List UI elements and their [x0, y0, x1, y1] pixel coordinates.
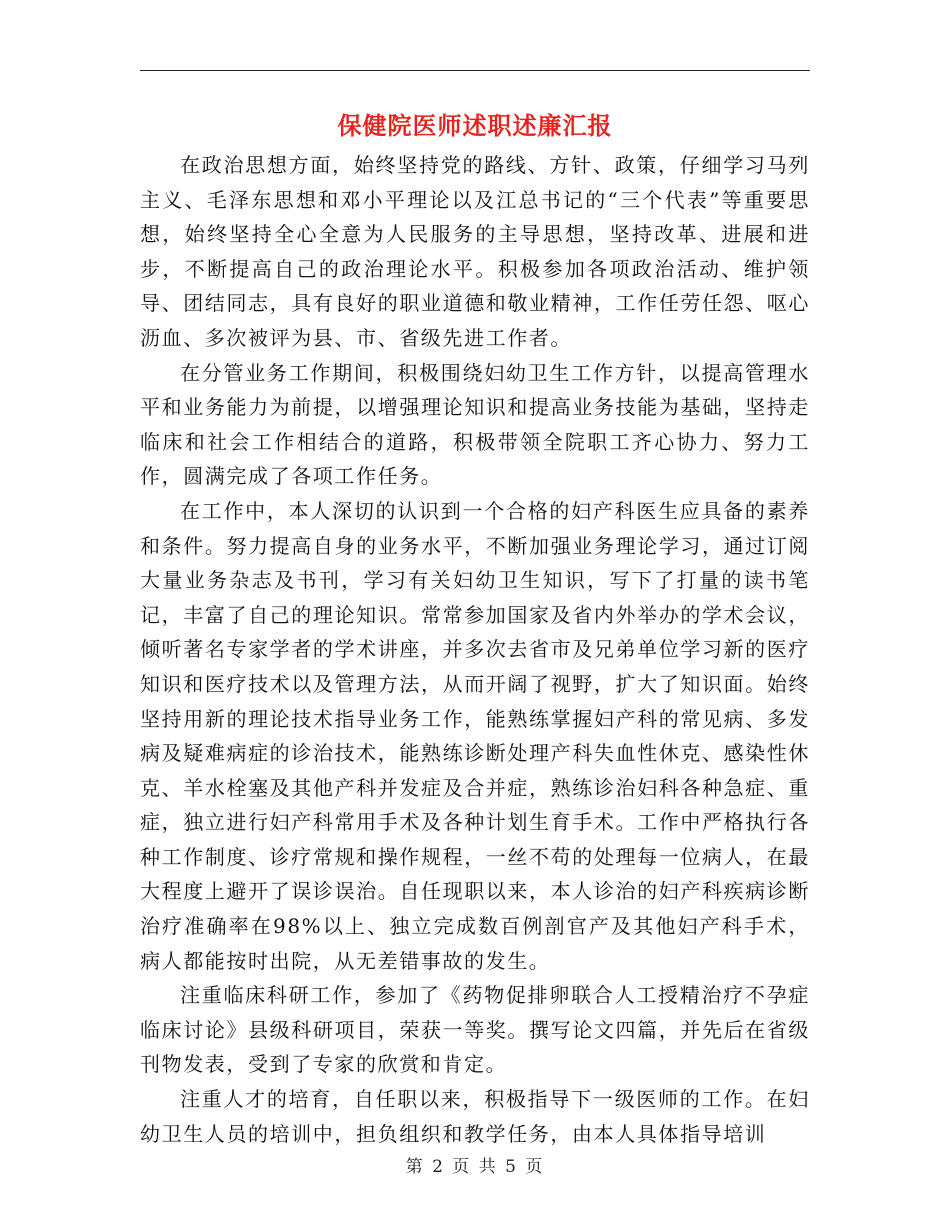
paragraph-training: 注重人才的培育，自任职以来，积极指导下一级医师的工作。在妇幼卫生人员的培训中，担负组织和教学任务，由本人具体指导培训	[140, 1087, 810, 1146]
page-number: 第 2 页 共 5 页	[405, 1157, 545, 1177]
paragraph-management: 在分管业务工作期间，积极围绕妇幼卫生工作方针，以提高管理水平和业务能力为前提，以增强理论知识和提高业务技能为基础，坚持走临床和社会工作相结合的道路，积极带领全院职工齐心协力、努力工作，圆满完成了各项工作任务。	[140, 360, 810, 489]
paragraph-research: 注重临床科研工作，参加了《药物促排卵联合人工授精治疗不孕症临床讨论》县级科研项目，荣获一等奖。撰写论文四篇，并先后在省级刊物发表，受到了专家的欣赏和肯定。	[140, 983, 810, 1077]
document-title: 保健院医师述职述廉汇报	[337, 111, 613, 140]
document-body	[140, 148, 810, 1151]
header-rule	[140, 70, 810, 71]
paragraph-clinical-work: 在工作中，本人深切的认识到一个合格的妇产科医生应具备的素养和条件。努力提高自身的业务水平，不断加强业务理论学习，通过订阅大量业务杂志及书刊，学习有关妇幼卫生知识，写下了打量的读书笔记，丰富了自己的理论知识。常常参加国家及省内外举办的学术会议，倾听著名专家学者的学术讲座，并多次去省市及兄弟单位学习新的医疗知识和医疗技术以及管理方法，从而开阔了视野，扩大了知识面。始终坚持用新的理论技术指导业务工作，能熟练掌握妇产科的常见病、多发病及疑难病症的诊治技术，能熟练诊断处理产科失血性休克、感染性休克、羊水栓塞及其他产科并发症及合并症，熟练诊治妇科各种急症、重症，独立进行妇产科常用手术及各种计划生育手术。工作中严格执行各种工作制度、诊疗常规和操作规程，一丝不苟的处理每一位病人，在最大程度上避开了误诊误治。自任现职以来，本人诊治的妇产科疾病诊断治疗准确率在98%以上、独立完成数百例剖官产及其他妇产科手术，病人都能按时出院，从无差错事故的发生。	[140, 498, 810, 973]
paragraph-political: 在政治思想方面，始终坚持党的路线、方针、政策，仔细学习马列主义、毛泽东思想和邓小平理论以及江总书记的“三个代表”等重要思想，始终坚持全心全意为人民服务的主导思想，坚持改革、进展和进步，不断提高自己的政治理论水平。积极参加各项政治活动、维护领导、团结同志，具有良好的职业道德和敬业精神，工作任劳任怨、呕心沥血、多次被评为县、市、省级先进工作者。	[140, 153, 810, 350]
